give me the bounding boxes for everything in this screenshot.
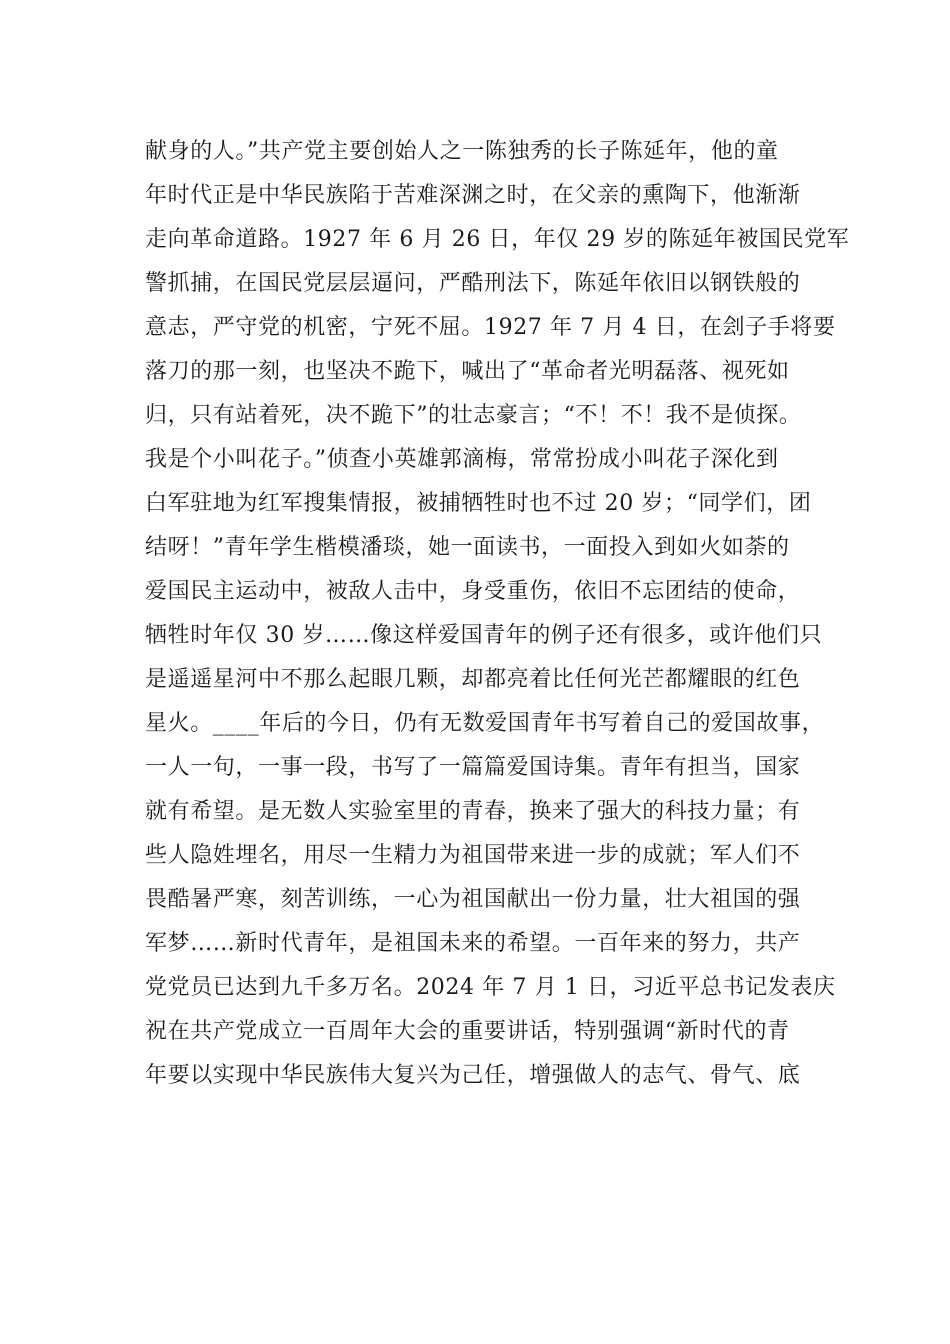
text-line: 献身的人。”共产党主要创始人之一陈独秀的长子陈延年，他的童 xyxy=(145,139,779,164)
text-line: 牺牲时年仅 30 岁……像这样爱国青年的例子还有很多，或许他们只 xyxy=(145,623,823,648)
text-line: 就有希望。是无数人实验室里的青春，换来了强大的科技力量；有 xyxy=(145,799,801,824)
text-line: 结呀！”青年学生楷模潘琰，她一面读书，一面投入到如火如荼的 xyxy=(145,535,790,560)
text-line: 年时代正是中华民族陷于苦难深渊之时，在父亲的熏陶下，他渐渐 xyxy=(145,183,801,208)
text-line: 归，只有站着死，决不跪下”的壮志豪言；“不！不！我不是侦探。 xyxy=(145,403,802,428)
text-line: 党党员已达到九千多万名。2024 年 7 月 1 日，习近平总书记发表庆 xyxy=(145,975,836,1000)
text-line: 走向革命道路。1927 年 6 月 26 日，年仅 29 岁的陈延年被国民党军 xyxy=(145,227,850,252)
text-line: 警抓捕，在国民党层层逼问，严酷刑法下，陈延年依旧以钢铁般的 xyxy=(145,271,801,296)
body-text xyxy=(145,130,850,1098)
text-line: 意志，严守党的机密，宁死不屈。1927 年 7 月 4 日，在刽子手将要 xyxy=(145,315,836,340)
text-line: 年要以实现中华民族伟大复兴为己任，增强做人的志气、骨气、底 xyxy=(145,1063,801,1088)
text-line: 军梦……新时代青年，是祖国未来的希望。一百年来的努力，共产 xyxy=(145,931,801,956)
text-line: 我是个小叫花子。”侦查小英雄郭滴梅，常常扮成小叫花子深化到 xyxy=(145,447,779,472)
text-line: 是遥遥星河中不那么起眼几颗，却都亮着比任何光芒都耀眼的红色 xyxy=(145,667,801,692)
text-line: 一人一句，一事一段，书写了一篇篇爱国诗集。青年有担当，国家 xyxy=(145,755,801,780)
text-line: 白军驻地为红军搜集情报，被捕牺牲时也不过 20 岁；“同学们，团 xyxy=(145,491,812,516)
text-line: 爱国民主运动中，被敌人击中，身受重伤，依旧不忘团结的使命， xyxy=(145,579,801,604)
text-line: 祝在共产党成立一百周年大会的重要讲话，特别强调“新时代的青 xyxy=(145,1019,790,1044)
text-line: 落刀的那一刻，也坚决不跪下，喊出了“革命者光明磊落、视死如 xyxy=(145,359,790,384)
text-line: 星火。____年后的今日，仍有无数爱国青年书写着自己的爱国故事， xyxy=(145,711,825,736)
text-line: 畏酷暑严寒，刻苦训练，一心为祖国献出一份力量，壮大祖国的强 xyxy=(145,887,801,912)
text-line: 些人隐姓埋名，用尽一生精力为祖国带来进一步的成就；军人们不 xyxy=(145,843,801,868)
